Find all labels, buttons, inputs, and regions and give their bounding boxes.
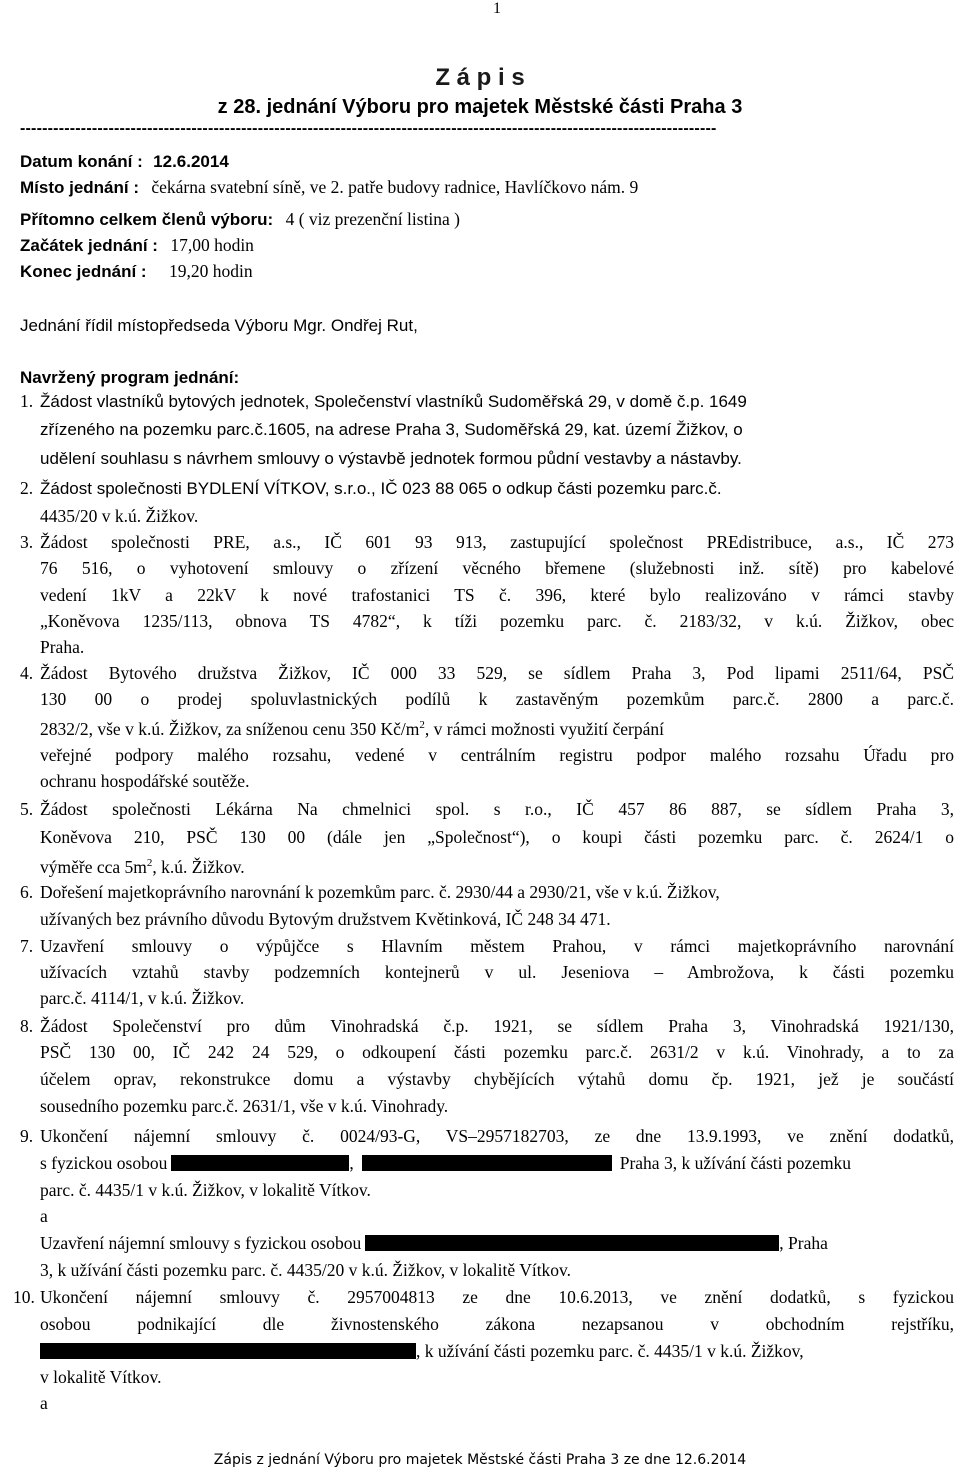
item-8-num: 8.: [20, 1016, 34, 1036]
item-9-line-2c: Praha 3, k užívání části pozemku: [619, 1153, 852, 1173]
item-5-line-3b: , k.ú. Žižkov.: [152, 856, 245, 877]
item-8-line-2: PSČ 130 00, IČ 242 24 529, o odkoupení části pozemku parc.č. 2631/2 v k.ú. Vinohrady, a to za: [40, 1042, 954, 1062]
item-7-line-2: užívacích vztahů stavby podzemních kontejnerů v ul. Jeseniova – Ambrožova, k části pozemku: [40, 962, 954, 982]
ridil-line: Jednání řídil místopředseda Výboru Mgr. Ondřej Rut,: [20, 316, 418, 335]
page-footer: Zápis z jednání Výboru pro majetek Městské části Praha 3 ze dne 12.6.2014: [213, 1452, 747, 1468]
item-1-line-3: udělení souhlasu s návrhem smlouvy o výstavbě jednotek formou půdní vestavby a nástavby.: [40, 449, 742, 468]
item-1-line-1: Žádost vlastníků bytových jednotek, Společenství vlastníků Sudoměřská 29, v domě č.p. 1649: [40, 392, 747, 411]
item-10-line-3: [40, 1342, 804, 1361]
item-9-line-1: Ukončení nájemní smlouvy č. 0024/93-G, VS–2957182703, ze dne 13.9.1993, ve znění dodatků,: [40, 1126, 954, 1146]
konec-value: 19,20 hodin: [168, 261, 253, 281]
datum-value: 12.6.2014: [153, 152, 229, 171]
item-4-line-3: [40, 716, 954, 739]
item-5-line-2: Koněvova 210, PSČ 130 00 (dále jen „Společnost“), o koupi části pozemku parc. č. 2624/1 o: [40, 827, 954, 847]
item-10-line-1: Ukončení nájemní smlouvy č. 2957004813 ze dne 10.6.2013, ve znění dodatků, s fyzickou: [40, 1287, 954, 1307]
item-4-line-5: ochranu hospodářské soutěže.: [40, 771, 250, 791]
item-8-line-3: účelem oprav, rekonstrukce domu a výstavby chybějících výtahů domu čp. 1921, jež je součástí: [40, 1069, 954, 1089]
item-9-line-3: parc. č. 4435/1 v k.ú. Žižkov, v lokalitě Vítkov.: [40, 1180, 371, 1200]
item-9-conj: a: [40, 1206, 48, 1226]
misto-value: čekárna svatební síně, ve 2. patře budovy radnice, Havlíčkovo nám. 9: [151, 177, 639, 197]
item-5-num: 5.: [20, 799, 34, 819]
document-title: Z á p i s: [435, 64, 525, 91]
item-1-line-2: zřízeného na pozemku parc.č.1605, na adrese Praha 3, Sudoměřská 29, kat. území Žižkov, o: [40, 420, 743, 439]
zacatek-value: 17,00 hodin: [170, 235, 254, 255]
redaction-block: [362, 1155, 612, 1171]
item-9-line-2b: ,: [349, 1153, 354, 1173]
item-9-num: 9.: [20, 1126, 34, 1146]
item-3-num: 3.: [20, 532, 34, 552]
item-4-line-3b: , v rámci možnosti využití čerpání: [424, 718, 665, 739]
konec-row: [20, 262, 253, 281]
item-10-conj: a: [40, 1393, 48, 1413]
item-3-line-5: Praha.: [40, 637, 85, 657]
item-6-line-1: Dořešení majetkoprávního narovnání k pozemkům parc. č. 2930/44 a 2930/21, vše v k.ú. Žižkov,: [40, 882, 720, 902]
item-9-line-4a: Uzavření nájemní smlouvy s fyzickou osobou: [40, 1233, 362, 1253]
item-5-line-1: Žádost společnosti Lékárna Na chmelnici spol. s r.o., IČ 457 86 887, se sídlem Praha 3,: [40, 799, 954, 819]
item-5-line-3a: výměře cca 5m: [40, 856, 147, 877]
item-9-line-5: 3, k užívání části pozemku parc. č. 4435/20 v k.ú. Žižkov, v lokalitě Vítkov.: [40, 1260, 572, 1280]
item-1-num: 1.: [20, 391, 34, 411]
misto-row: [20, 178, 638, 197]
item-9-line-2a: s fyzickou osobou: [40, 1153, 168, 1173]
item-10-line-4: v lokalitě Vítkov.: [40, 1367, 162, 1387]
item-8-line-4: sousedního pozemku parc.č. 2631/1, vše v k.ú. Vinohrady.: [40, 1096, 449, 1116]
pritomno-value: 4 ( viz prezenční listina ): [285, 209, 461, 229]
item-4-line-3a: 2832/2, vše v k.ú. Žižkov, za sníženou cenu 350 Kč/m: [40, 718, 420, 739]
item-7-num: 7.: [20, 936, 34, 956]
item-7-line-3: parc.č. 4114/1, v k.ú. Žižkov.: [40, 988, 245, 1008]
zacatek-row: [20, 236, 254, 255]
item-9-line-4: [40, 1234, 828, 1253]
item-10-num: 10.: [13, 1287, 35, 1307]
header-divider: ------------------------------------------------------------------------------------------------------------------------------: [20, 120, 717, 137]
zacatek-label: Začátek jednání :: [20, 236, 158, 255]
item-9-line-4b: , Praha: [779, 1233, 828, 1253]
redaction-block: [171, 1155, 349, 1171]
item-3-line-3: vedení 1kV a 22kV k nové trafostanici TS č. 396, které bylo realizováno v rámci stavby: [40, 585, 954, 605]
item-10-line-3b: , k užívání části pozemku parc. č. 4435/1 v k.ú. Žižkov,: [416, 1341, 804, 1361]
redaction-block: [365, 1235, 779, 1251]
item-3-line-4: „Koněvova 1235/113, obnova TS 4782“, k tíži pozemku parc. č. 2183/32, v k.ú. Žižkov, obec: [40, 611, 954, 631]
item-6-line-2: užívaných bez právního důvodu Bytovým družstvem Květinková, IČ 248 34 471.: [40, 909, 611, 929]
item-5-sup: 2: [146, 857, 153, 869]
item-5-line-3: [40, 854, 245, 877]
page-number: 1: [493, 0, 501, 17]
datum-row: [20, 152, 229, 171]
pritomno-row: [20, 210, 460, 229]
pritomno-label: Přítomno celkem členů výboru:: [20, 210, 274, 229]
item-3-line-1: Žádost společnosti PRE, a.s., IČ 601 93 913, zastupující společnost PREdistribuce, a.s., IČ 273: [40, 532, 954, 552]
item-4-num: 4.: [20, 663, 34, 683]
datum-label: Datum konání :: [20, 152, 143, 171]
redaction-block: [40, 1343, 416, 1359]
program-label: Navržený program jednání:: [20, 368, 240, 387]
item-2-line-2: 4435/20 v k.ú. Žižkov.: [40, 506, 199, 526]
item-7-line-1: Uzavření smlouvy o výpůjčce s Hlavním městem Prahou, v rámci majetkoprávního narovnání: [40, 936, 954, 956]
item-2-line-1: Žádost společnosti BYDLENÍ VÍTKOV, s.r.o., IČ 023 88 065 o odkup části pozemku parc.č.: [40, 479, 722, 498]
item-8-line-1: Žádost Společenství pro dům Vinohradská č.p. 1921, se sídlem Praha 3, Vinohradská 1921/130,: [40, 1016, 954, 1036]
item-9-line-2: [40, 1154, 851, 1173]
item-10-line-2: osobou podnikající dle živnostenského zákona nezapsanou v obchodním rejstříku,: [40, 1314, 954, 1334]
misto-label: Místo jednání :: [20, 178, 139, 197]
item-4-sup: 2: [419, 719, 425, 731]
item-3-line-2: 76 516, o vyhotovení smlouvy o zřízení věcného břemene (služebnosti inž. sítě) pro kabelové: [40, 558, 954, 578]
item-4-line-4: veřejné podpory malého rozsahu, vedené v centrálním registru podpor malého rozsahu Úřadu pro: [40, 745, 954, 765]
document-subtitle: z 28. jednání Výboru pro majetek Městské části Praha 3: [217, 96, 743, 118]
item-4-line-2: 130 00 o prodej spoluvlastnických podílů k zastavěným pozemkům parc.č. 2800 a parc.č.: [40, 689, 954, 709]
item-6-num: 6.: [20, 882, 34, 902]
item-4-line-1: Žádost Bytového družstva Žižkov, IČ 000 33 529, se sídlem Praha 3, Pod lipami 2511/64, PSČ: [40, 663, 954, 683]
konec-label: Konec jednání :: [20, 262, 147, 281]
item-2-num: 2.: [20, 478, 34, 498]
